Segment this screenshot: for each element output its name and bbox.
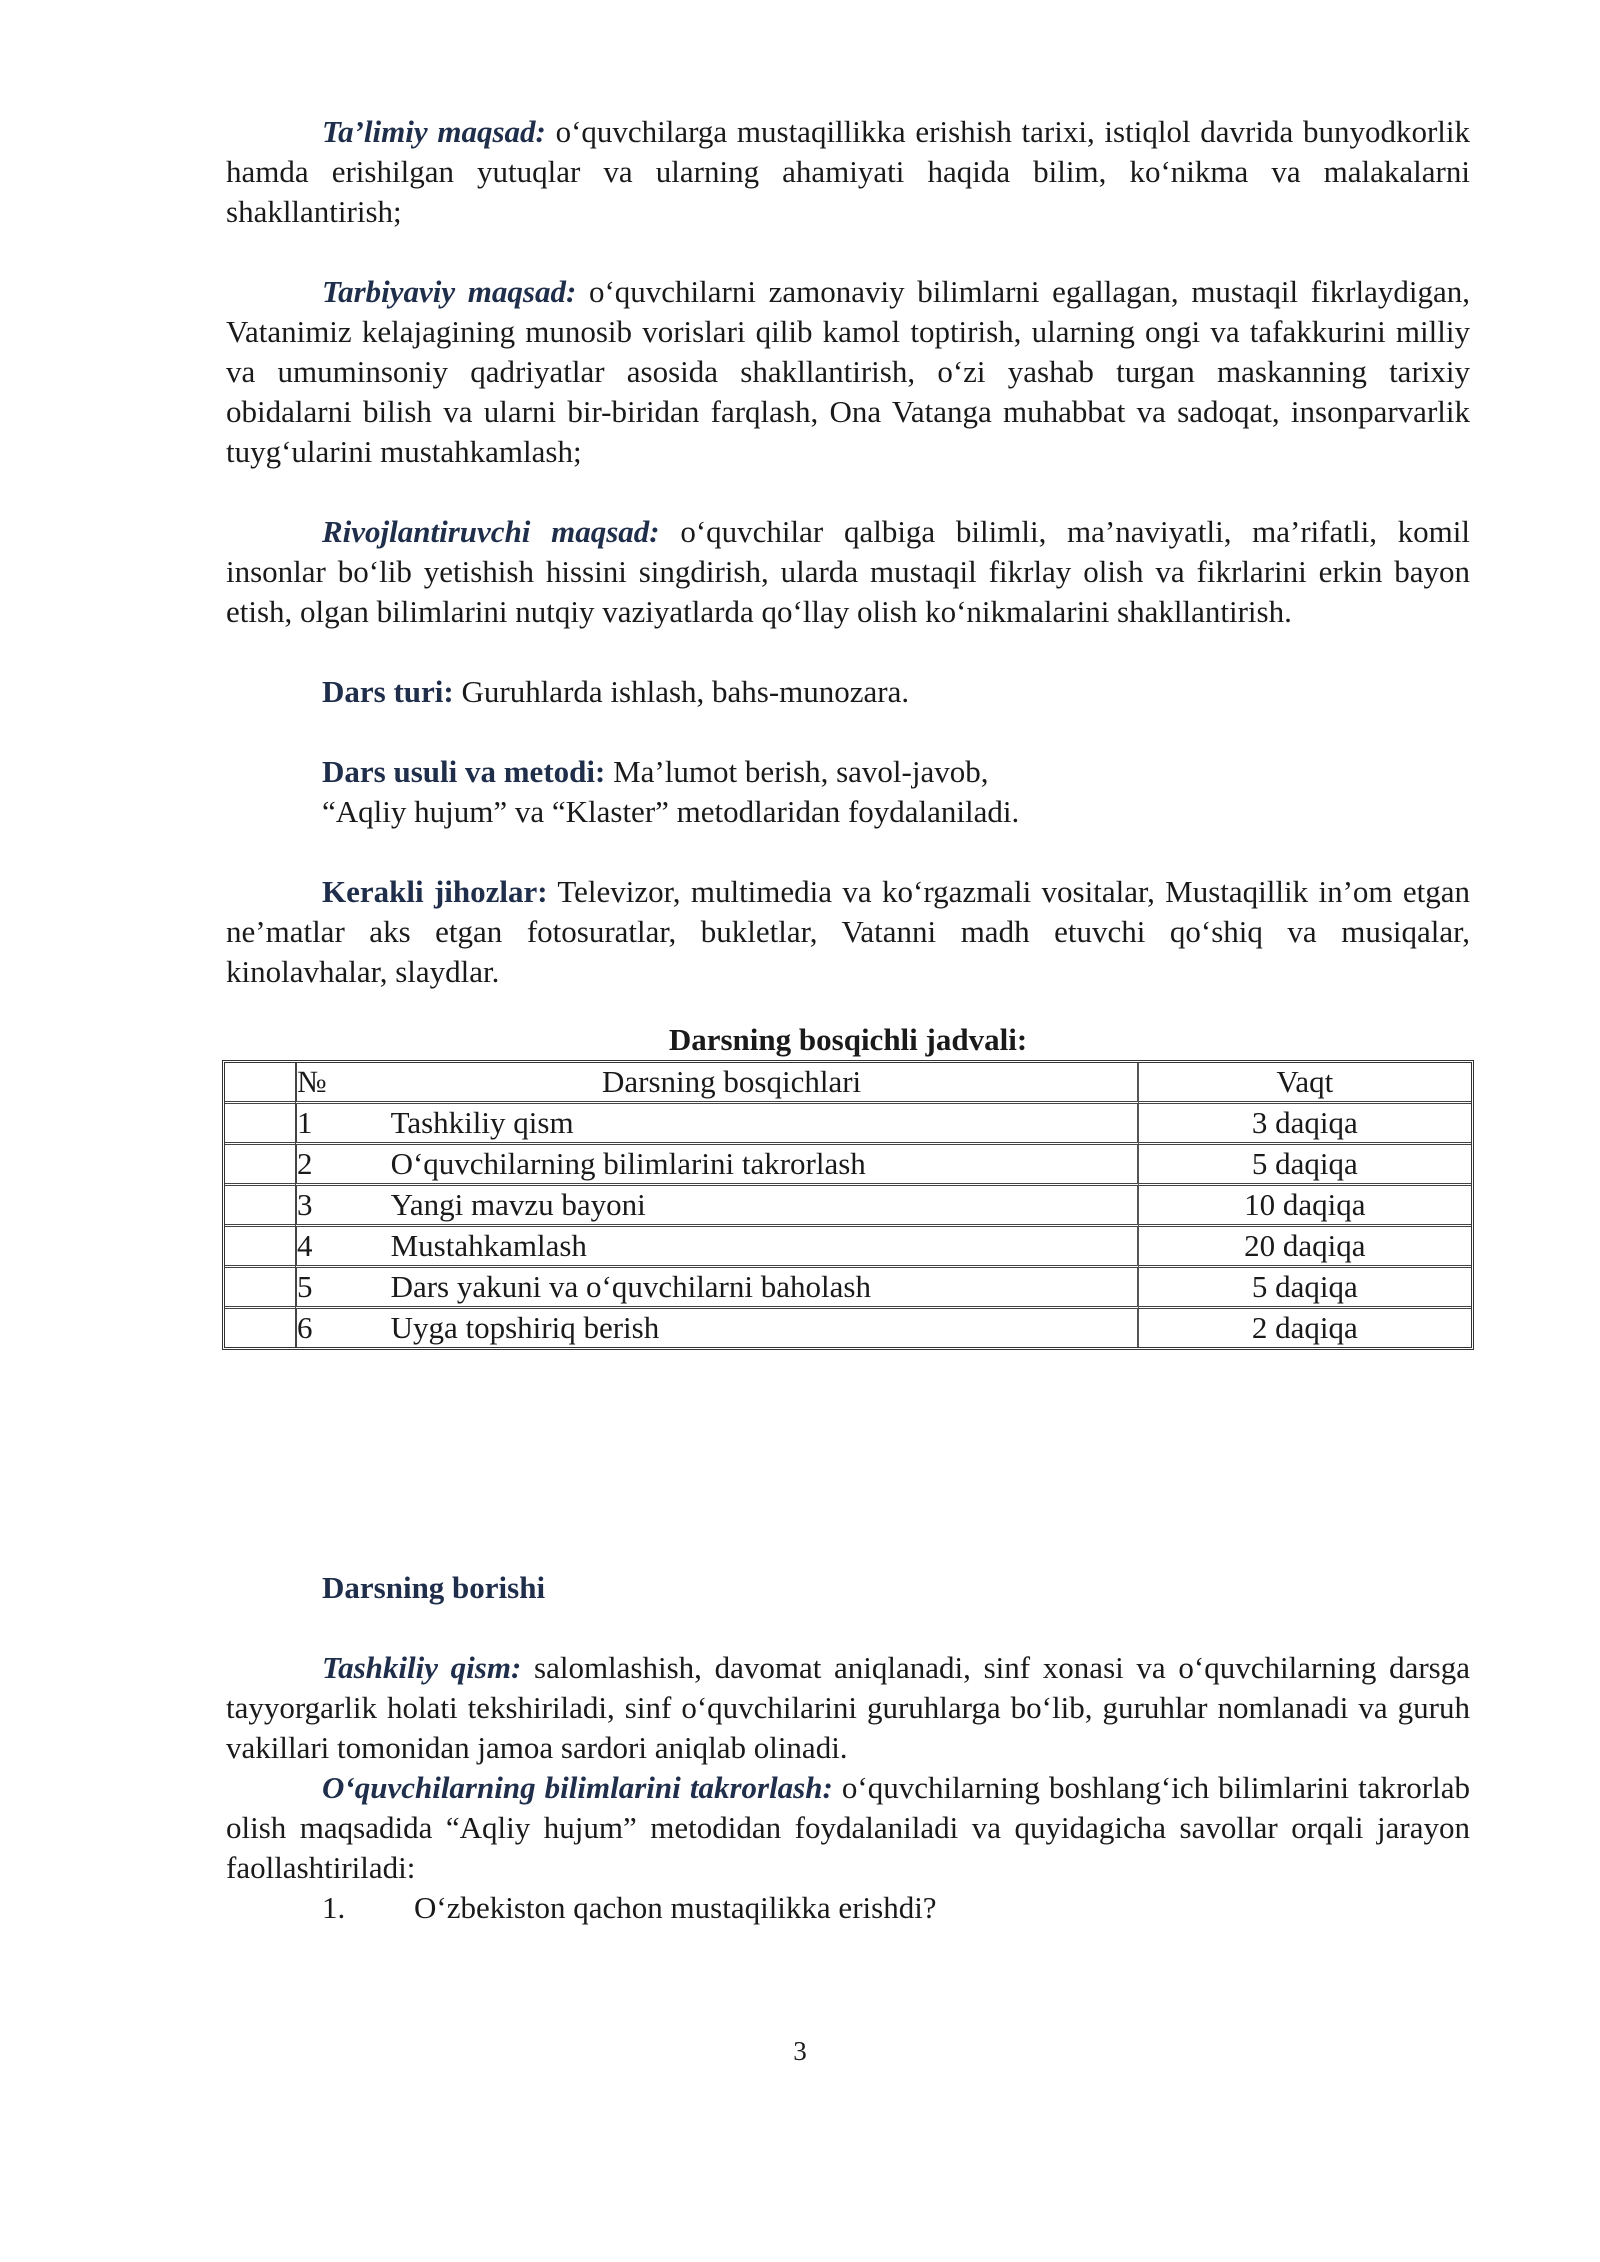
row-time: 5 daqiqa [1139,1268,1471,1309]
talimiy-goal-label: Ta’limiy maqsad: [322,114,546,149]
row-step: Mustahkamlash [327,1227,1139,1268]
row-time: 20 daqiqa [1139,1227,1471,1268]
header-number: № [295,1063,327,1104]
tashkiliy-label: Tashkiliy qism: [322,1650,522,1685]
row-step: Tashkiliy qism [327,1104,1139,1145]
header-step: Darsning bosqichlari [327,1063,1139,1104]
list-item [226,1888,1470,1928]
lesson-stages-table [222,1060,1474,1350]
takrorlash-text: o‘quvchilarning boshlang‘ich bilimlarini takrorlab olish maqsadida “Aqliy hujum” metodidan foydalaniladi va quyidagicha savollar orqali jarayon faollashtiriladi: [226,1770,1470,1885]
row-number: 3 [295,1186,327,1227]
talimiy-goal-text: o‘quvchilarga mustaqillikka erishish tarixi, istiqlol davrida bunyodkorlik hamda erishilgan yutuqlar va ularning ahamiyati haqida bilim, ko‘nikma va malakalarni shakllantirish; [226,114,1471,229]
list-item-text: O‘zbekiston qachon mustaqilikka erishdi? [414,1890,937,1925]
table-body [225,1063,1471,1347]
jihozlar-paragraph [226,872,1470,992]
dars-usuli-paragraph [226,752,1470,792]
row-time: 10 daqiqa [1139,1186,1471,1227]
tashkiliy-text: salomlashish, davomat aniqlanadi, sinf xonasi va o‘quvchilarning darsga tayyorgarlik holati tekshiriladi, sinf o‘quvchilarini guruhlarga bo‘lib, guruhlar nomlanadi va guruh vakillari tomonidan jamoa sardori aniqlab olinadi. [226,1650,1470,1765]
tarbiyaviy-goal-text: o‘quvchilarni zamonaviy bilimlarni egallagan, mustaqil fikrlaydigan, Vatanimiz kelajagining munosib vorislari qilib kamol toptirish, ularning ongi va tafakkurini milliy va umuminsoniy qadriyatlar asosida shakllantirish, o‘zi yashab turgan maskanning tarixiy obidalarni bilish va ularni bir-biridan farqlash, Ona Vatanga muhabbat va sadoqat, insonparvarlik tuyg‘ularini mustahkamlash; [226,274,1470,469]
tarbiyaviy-goal-paragraph [226,272,1470,472]
dars-usuli-text: Ma’lumot berish, savol-javob, [605,754,989,789]
dars-turi-text: Guruhlarda ishlash, bahs-munozara. [453,674,910,709]
table-row [225,1309,1471,1347]
row-time: 3 daqiqa [1139,1104,1471,1145]
dars-turi-paragraph [226,672,1470,712]
rivojlantiruvchi-goal-paragraph [226,512,1470,632]
tashkiliy-paragraph [226,1648,1470,1768]
table-header-row [225,1063,1471,1104]
page-number: 3 [793,2036,807,2066]
rivojlantiruvchi-goal-label: Rivojlantiruvchi maqsad: [322,514,660,549]
table-row [225,1227,1471,1268]
table-row [225,1268,1471,1309]
row-step: O‘quvchilarning bilimlarini takrorlash [327,1145,1139,1186]
row-number: 2 [295,1145,327,1186]
row-time: 5 daqiqa [1139,1145,1471,1186]
dars-usuli-label: Dars usuli va metodi: [322,754,606,789]
tarbiyaviy-goal-label: Tarbiyaviy maqsad: [322,274,577,309]
row-number: 6 [295,1309,327,1347]
takrorlash-label: O‘quvchilarning bilimlarini takrorlash: [322,1770,833,1805]
dars-usuli-line2: “Aqliy hujum” va “Klaster” metodlaridan foydalaniladi. [322,794,1020,829]
jihozlar-text: Televizor, multimedia va ko‘rgazmali vositalar, Mustaqillik in’om etgan ne’matlar aks etgan fotosuratlar, bukletlar, Vatanni madh etuvchi qo‘shiq va musiqalar, kinolavhalar, slaydlar. [226,874,1471,989]
jihozlar-label: Kerakli jihozlar: [322,874,548,909]
row-time: 2 daqiqa [1251,1310,1358,1345]
row-step: Uyga topshiriq berish [327,1309,1139,1347]
table-row [225,1145,1471,1186]
row-number: 1 [295,1104,327,1145]
row-step: Dars yakuni va o‘quvchilarni baholash [327,1268,1139,1309]
table-row [225,1186,1471,1227]
talimiy-goal-paragraph [226,112,1470,232]
row-step: Yangi mavzu bayoni [327,1186,1139,1227]
list-item-number: 1. [322,1890,346,1925]
table-title: Darsning bosqichli jadvali: [668,1022,1028,1057]
row-number: 4 [295,1227,327,1268]
section-title: Darsning borishi [322,1570,546,1605]
page-content [226,112,1470,1928]
dars-turi-label: Dars turi: [322,674,454,709]
row-number: 5 [295,1268,327,1309]
table-row [225,1104,1471,1145]
rivojlantiruvchi-goal-text: o‘quvchilar qalbiga bilimli, ma’naviyatli, ma’rifatli, komil insonlar bo‘lib yetishish hissini singdirish, ularda mustaqil fikrlay olish va fikrlarini erkin bayon etish, olgan bilimlarini nutqiy vaziyatlarda qo‘llay olish ko‘nikmalarini shakllantirish. [226,514,1471,629]
header-time: Vaqt [1139,1063,1471,1104]
takrorlash-paragraph [226,1768,1470,1888]
